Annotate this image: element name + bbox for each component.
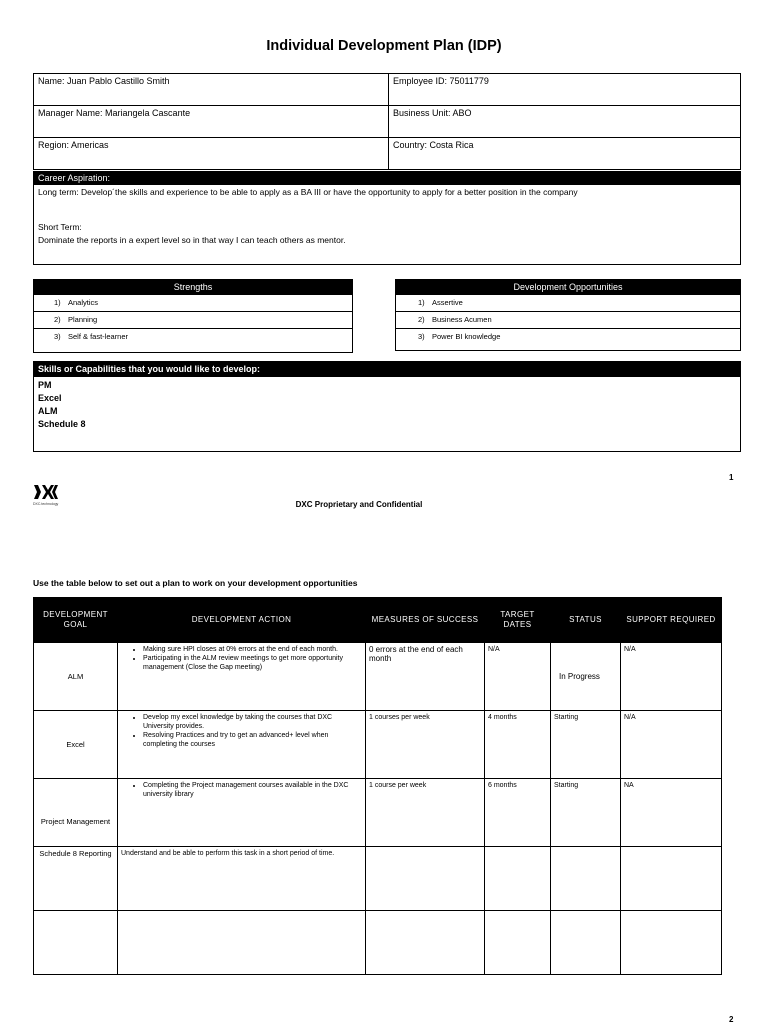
- target-cell: 4 months: [485, 711, 551, 779]
- status-cell: [551, 847, 621, 911]
- employee-name: Name: Juan Pablo Castillo Smith: [34, 74, 389, 106]
- plan-intro: Use the table below to set out a plan to work on your development opportunities: [33, 578, 358, 588]
- dxc-logo-icon: [33, 484, 59, 500]
- measure-cell: [366, 911, 485, 975]
- action-cell: [118, 779, 366, 847]
- goal-cell: Schedule 8 Reporting: [34, 847, 118, 911]
- measure-cell: 0 errors at the end of each month: [366, 643, 485, 711]
- goal-cell: Excel: [34, 711, 118, 779]
- header-development-goal: DEVELOPMENT GOAL: [34, 598, 118, 643]
- table-row: [34, 911, 722, 975]
- opportunity-item: 3) Power BI knowledge: [396, 328, 740, 345]
- skills-header: Skills or Capabilities that you would like to develop:: [34, 362, 740, 377]
- opportunity-item: 2) Business Acumen: [396, 311, 740, 328]
- career-aspiration-box: [33, 171, 741, 265]
- development-opportunities-box: [395, 279, 741, 351]
- support-cell: [621, 911, 722, 975]
- table-row: [34, 847, 722, 911]
- support-cell: N/A: [621, 643, 722, 711]
- skill-item: ALM: [38, 406, 58, 416]
- development-opportunities-header: Development Opportunities: [396, 280, 740, 295]
- career-short-term-label: Short Term:: [38, 222, 82, 232]
- opportunity-item: 1) Assertive: [418, 298, 463, 307]
- header-target-dates: TARGET DATES: [485, 598, 551, 643]
- header-development-action: DEVELOPMENT ACTION: [118, 598, 366, 643]
- skills-list: [34, 377, 740, 433]
- support-cell: NA: [621, 779, 722, 847]
- goal-cell: Project Management: [34, 779, 118, 847]
- career-long-term: Long term: Develop´the skills and experience to be able to apply as a BA III or have the opportunity to apply for a better position in the company: [38, 187, 578, 197]
- header-support-required: SUPPORT REQUIRED: [621, 598, 722, 643]
- action-cell: [118, 643, 366, 711]
- action-item: • Develop my excel knowledge by taking the courses that DXC University provides.: [143, 713, 362, 731]
- career-short-term: Dominate the reports in a expert level so in that way I can teach others as mentor.: [38, 235, 346, 245]
- measure-cell: [366, 847, 485, 911]
- page-number: 2: [729, 1015, 734, 1024]
- action-item: • Making sure HPI closes at 0% errors at the end of each month.: [143, 645, 362, 654]
- status-cell: Starting: [551, 779, 621, 847]
- strengths-header: Strengths: [34, 280, 352, 295]
- page-number: 1: [729, 473, 734, 482]
- header-measures-of-success: MEASURES OF SUCCESS: [366, 598, 485, 643]
- status-cell: Starting: [551, 711, 621, 779]
- business-unit: Business Unit: ABO: [389, 106, 741, 138]
- target-cell: [485, 847, 551, 911]
- goal-cell: ALM: [34, 643, 118, 711]
- country: Country: Costa Rica: [389, 138, 741, 170]
- skills-box: [33, 361, 741, 452]
- skill-item: PM: [38, 380, 52, 390]
- support-cell: [621, 847, 722, 911]
- measure-cell: 1 course per week: [366, 779, 485, 847]
- region: Region: Americas: [34, 138, 389, 170]
- table-row: [34, 711, 722, 779]
- table-row: [34, 643, 722, 711]
- goal-cell: [34, 911, 118, 975]
- action-cell: [118, 911, 366, 975]
- strength-item: 2) Planning: [34, 311, 352, 328]
- measure-cell: 1 courses per week: [366, 711, 485, 779]
- development-plan-table: [33, 597, 722, 975]
- plan-header-row: [34, 598, 722, 643]
- target-cell: N/A: [485, 643, 551, 711]
- support-cell: N/A: [621, 711, 722, 779]
- strengths-box: [33, 279, 353, 353]
- confidential-notice: DXC Proprietary and Confidential: [295, 500, 423, 509]
- status-cell: In Progress: [551, 643, 621, 711]
- skill-item: Schedule 8: [38, 419, 86, 429]
- action-item: • Participating in the ALM review meetings to get more opportunity management (Close the Gap meeting): [143, 654, 362, 672]
- document-title: Individual Development Plan (IDP): [266, 38, 502, 54]
- career-aspiration-header: Career Aspiration:: [34, 172, 740, 185]
- action-cell: [118, 711, 366, 779]
- target-cell: [485, 911, 551, 975]
- employee-info-table: [33, 73, 741, 170]
- action-item: • Completing the Project management courses available in the DXC university library: [143, 781, 362, 799]
- manager-name: Manager Name: Mariangela Cascante: [34, 106, 389, 138]
- table-row: [34, 779, 722, 847]
- skill-item: Excel: [38, 393, 62, 403]
- action-item: • Resolving Practices and try to get an advanced+ level when completing the courses: [143, 731, 362, 749]
- target-cell: 6 months: [485, 779, 551, 847]
- header-status: STATUS: [551, 598, 621, 643]
- employee-id: Employee ID: 75011779: [389, 74, 741, 106]
- dxc-logo-text: DXC.technology: [33, 502, 59, 506]
- strength-item: 3) Self & fast-learner: [34, 328, 352, 345]
- action-cell: Understand and be able to perform this task in a short period of time.: [118, 847, 366, 911]
- status-cell: [551, 911, 621, 975]
- strength-item: 1) Analytics: [54, 298, 99, 307]
